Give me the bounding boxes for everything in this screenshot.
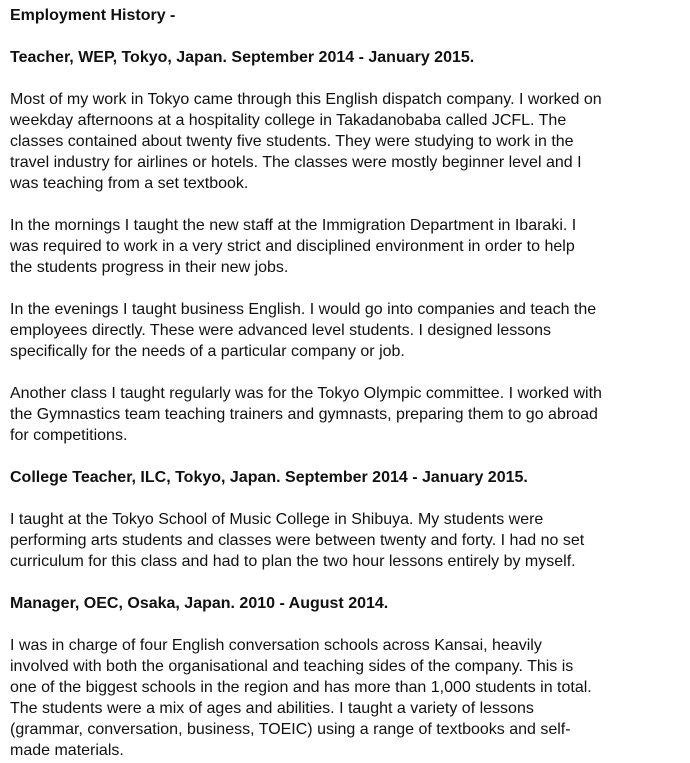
paragraph — [10, 635, 688, 761]
text-line: made materials. — [10, 742, 124, 759]
text-line: Most of my work in Tokyo came through this English dispatch company. I worked on — [10, 91, 602, 108]
text-line: was teaching from a set textbook. — [10, 175, 249, 192]
paragraph — [10, 215, 688, 278]
job-heading: College Teacher, ILC, Tokyo, Japan. September 2014 - January 2015. — [10, 469, 528, 486]
text-line: travel industry for airlines or hotels. The classes were mostly beginner level and I — [10, 154, 582, 171]
text-line: for competitions. — [10, 427, 128, 444]
text-line: In the evenings I taught business English. I would go into companies and teach the — [10, 301, 597, 318]
paragraph — [10, 299, 688, 362]
job-heading: Teacher, WEP, Tokyo, Japan. September 2014 - January 2015. — [10, 49, 475, 66]
text-line: In the mornings I taught the new staff at the Immigration Department in Ibaraki. I — [10, 217, 577, 234]
text-line: the students progress in their new jobs. — [10, 259, 289, 276]
spacer — [10, 194, 688, 215]
text-line: involved with both the organisational and teaching sides of the company. This is — [10, 658, 574, 675]
text-line: The students were a mix of ages and abilities. I taught a variety of lessons — [10, 700, 534, 717]
spacer — [10, 362, 688, 383]
spacer — [10, 278, 688, 299]
spacer — [10, 68, 688, 89]
text-line: specifically for the needs of a particular company or job. — [10, 343, 405, 360]
paragraph — [10, 89, 688, 194]
job-heading: Manager, OEC, Osaka, Japan. 2010 - August 2014. — [10, 595, 389, 612]
text-line: Another class I taught regularly was for the Tokyo Olympic committee. I worked with — [10, 385, 602, 402]
document — [10, 5, 688, 761]
text-line: classes contained about twenty five students. They were studying to work in the — [10, 133, 574, 150]
paragraph — [10, 383, 688, 446]
page-title: Employment History - — [10, 7, 176, 24]
text-line: I taught at the Tokyo School of Music College in Shibuya. My students were — [10, 511, 544, 528]
spacer — [10, 614, 688, 635]
text-line: one of the biggest schools in the region and has more than 1,000 students in total. — [10, 679, 592, 696]
spacer — [10, 446, 688, 467]
text-line: employees directly. These were advanced level students. I designed lessons — [10, 322, 552, 339]
paragraph — [10, 509, 688, 572]
text-line: the Gymnastics team teaching trainers and gymnasts, preparing them to go abroad — [10, 406, 598, 423]
text-line: performing arts students and classes were between twenty and forty. I had no set — [10, 532, 585, 549]
text-line: I was in charge of four English conversation schools across Kansai, heavily — [10, 637, 542, 654]
spacer — [10, 488, 688, 509]
text-line: weekday afternoons at a hospitality college in Takadanobaba called JCFL. The — [10, 112, 567, 129]
spacer — [10, 26, 688, 47]
text-line: was required to work in a very strict and disciplined environment in order to help — [10, 238, 575, 255]
text-line: curriculum for this class and had to plan the two hour lessons entirely by myself. — [10, 553, 576, 570]
text-line: (grammar, conversation, business, TOEIC) using a range of textbooks and self- — [10, 721, 571, 738]
spacer — [10, 572, 688, 593]
